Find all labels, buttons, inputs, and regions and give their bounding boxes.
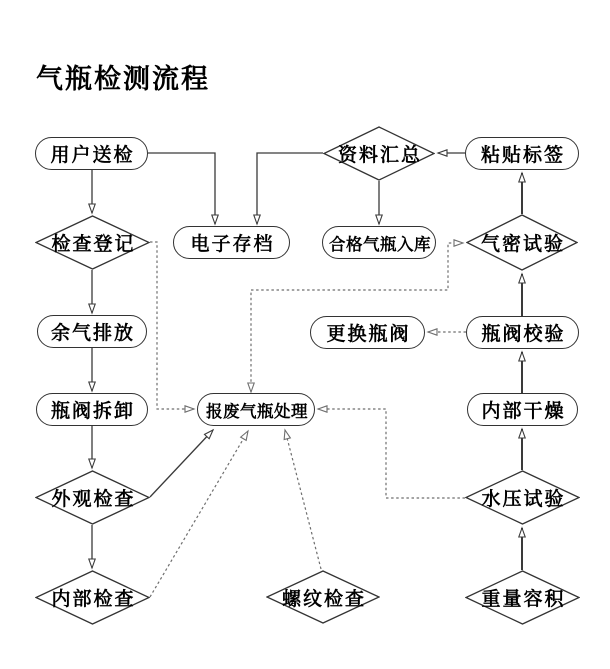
flow-node-residual-discharge bbox=[37, 315, 147, 348]
arrowhead-airtight-test-paste-label bbox=[519, 173, 525, 182]
arrowhead-hydraulic-test-scrap-disposal bbox=[318, 406, 327, 412]
arrowhead-data-summary-qualified-storage bbox=[376, 215, 382, 224]
arrowhead-valve-check-airtight-test bbox=[519, 274, 525, 283]
flow-edge-thread-check-scrap-disposal bbox=[285, 430, 321, 569]
node-label: 检查登记 bbox=[51, 234, 136, 255]
node-label: 电子存档 bbox=[190, 234, 275, 255]
flow-node-airtight-test bbox=[466, 214, 578, 271]
flow-edge-data-summary-e-archive bbox=[257, 153, 323, 224]
arrowhead-internal-dry-valve-check bbox=[519, 352, 525, 361]
node-label: 内部检查 bbox=[51, 589, 136, 610]
flow-node-weight-volume bbox=[465, 570, 580, 625]
flow-edge-appearance-check-scrap-disposal bbox=[150, 430, 213, 497]
arrowhead-valve-removal-appearance-check bbox=[89, 459, 95, 468]
arrowhead-valve-check-replace-valve bbox=[428, 329, 437, 335]
flow-edge-hydraulic-test-scrap-disposal bbox=[318, 409, 465, 498]
arrowhead-weight-volume-hydraulic-test bbox=[519, 528, 525, 537]
flow-node-valve-check bbox=[466, 316, 579, 349]
node-label: 用户送检 bbox=[50, 145, 135, 166]
node-label: 瓶阀校验 bbox=[481, 324, 566, 345]
flow-node-user-submit bbox=[35, 137, 148, 170]
arrowhead-paste-label-data-summary bbox=[438, 150, 447, 156]
arrowhead-thread-check-scrap-disposal bbox=[284, 430, 290, 440]
arrowhead-user-submit-e-archive bbox=[212, 215, 218, 224]
arrowhead-internal-check-scrap-disposal bbox=[241, 431, 248, 440]
flow-edge-user-submit-e-archive bbox=[148, 153, 215, 224]
flow-node-replace-valve bbox=[310, 316, 425, 349]
node-label: 瓶阀拆卸 bbox=[50, 401, 135, 422]
node-label: 资料汇总 bbox=[337, 145, 422, 166]
flow-node-data-summary bbox=[323, 126, 435, 181]
flow-node-internal-check bbox=[35, 570, 150, 625]
flow-node-thread-check bbox=[266, 570, 380, 624]
flow-node-e-archive bbox=[173, 226, 290, 259]
page-title: 气瓶检测流程 bbox=[36, 64, 210, 94]
flow-node-appearance-check bbox=[35, 470, 150, 525]
arrowhead-user-submit-check-register bbox=[89, 204, 95, 213]
flow-edge-internal-check-scrap-disposal bbox=[150, 431, 248, 597]
node-label: 内部干燥 bbox=[481, 401, 566, 422]
flow-node-qualified-storage bbox=[322, 226, 436, 259]
flow-node-hydraulic-test bbox=[465, 470, 580, 525]
arrowhead-residual-discharge-valve-removal bbox=[89, 382, 95, 391]
flow-edge-check-register-scrap-disposal bbox=[150, 242, 194, 409]
node-label: 更换瓶阀 bbox=[326, 324, 411, 345]
node-label: 外观检查 bbox=[51, 489, 136, 510]
node-label: 水压试验 bbox=[481, 489, 566, 510]
arrowhead-check-register-scrap-disposal bbox=[185, 406, 194, 412]
arrowhead-scrap-disposal-airtight-test bbox=[248, 383, 254, 392]
node-label: 余气排放 bbox=[50, 323, 135, 344]
node-label: 气密试验 bbox=[480, 234, 565, 255]
flow-node-scrap-disposal bbox=[197, 393, 315, 426]
flow-node-paste-label bbox=[465, 137, 579, 170]
arrowhead-check-register-residual-discharge bbox=[89, 304, 95, 313]
node-label: 重量容积 bbox=[481, 589, 566, 610]
flow-node-valve-removal bbox=[36, 393, 148, 426]
arrowhead-appearance-check-internal-check bbox=[89, 559, 95, 568]
node-label: 报废气瓶处理 bbox=[206, 402, 308, 421]
flow-node-check-register bbox=[35, 215, 150, 270]
arrowhead-data-summary-e-archive bbox=[254, 215, 260, 224]
flow-node-internal-dry bbox=[467, 393, 578, 426]
node-label: 粘贴标签 bbox=[480, 145, 565, 166]
arrowhead-scrap-disposal-airtight-test bbox=[454, 240, 463, 246]
node-label: 螺纹检查 bbox=[281, 588, 366, 610]
arrowhead-hydraulic-test-internal-dry bbox=[519, 429, 525, 438]
node-label: 合格气瓶入库 bbox=[329, 235, 431, 254]
